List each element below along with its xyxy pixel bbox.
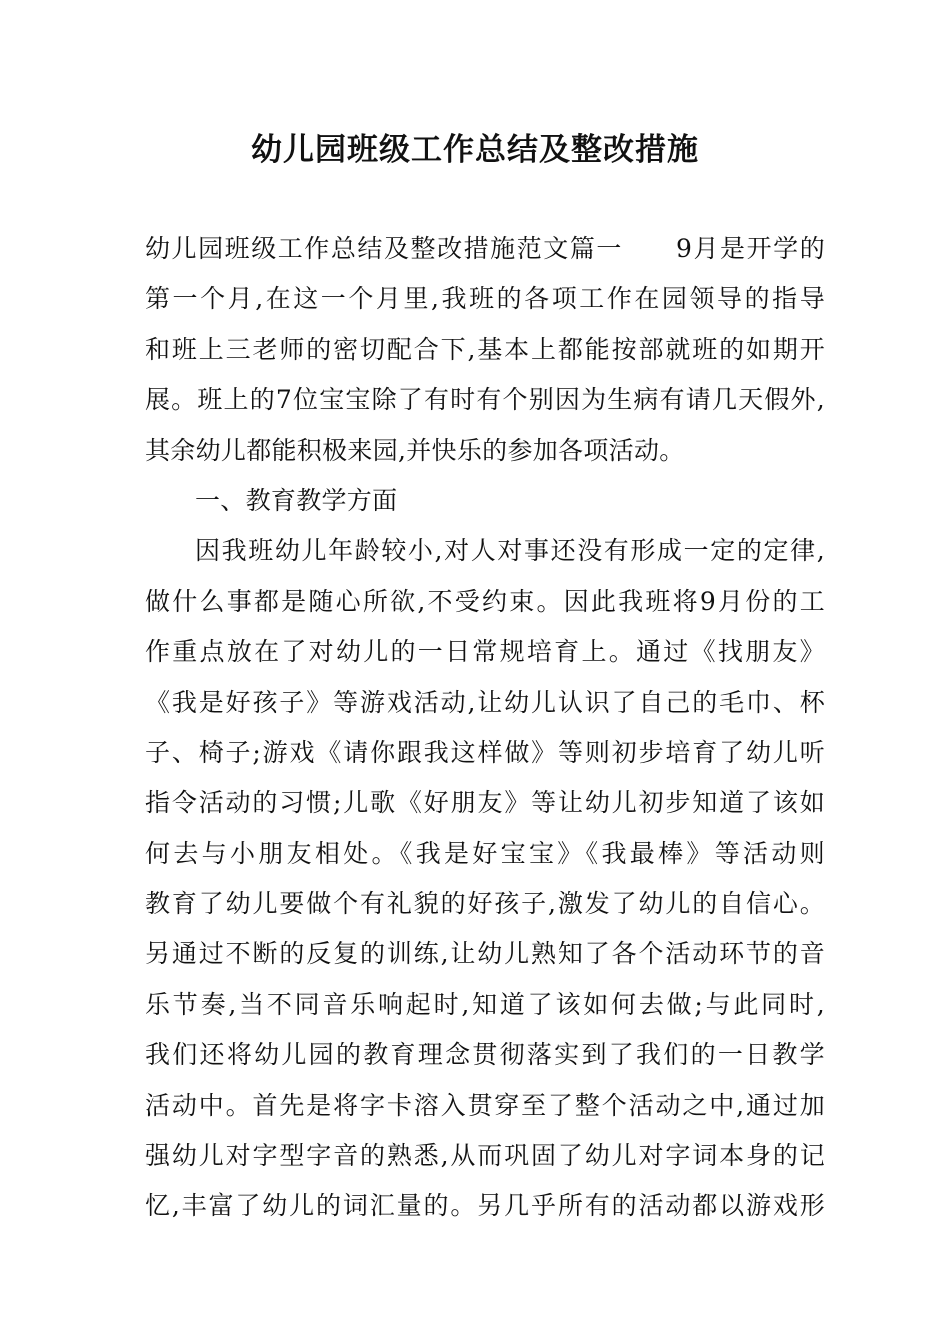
text-line: 我们还将幼儿园的教育理念贯彻落实到了我们的一日教学	[145, 1040, 825, 1070]
text-line: 强幼儿对字型字音的熟悉,从而巩固了幼儿对字词本身的记	[145, 1141, 825, 1171]
text-line: 因我班幼儿年龄较小,对人对事还没有形成一定的定律,	[195, 536, 825, 566]
text-line: 子、椅子;游戏《请你跟我这样做》等则初步培育了幼儿听	[145, 737, 825, 767]
text-line: 其余幼儿都能积极来园,并快乐的参加各项活动。	[145, 435, 685, 465]
text-line: 活动中。首先是将字卡溶入贯穿至了整个活动之中,通过加	[145, 1090, 825, 1120]
text-line: 乐节奏,当不同音乐响起时,知道了该如何去做;与此同时,	[145, 989, 825, 1019]
text-line: 教育了幼儿要做个有礼貌的好孩子,激发了幼儿的自信心。	[145, 889, 825, 919]
document-title: 幼儿园班级工作总结及整改措施	[251, 132, 699, 168]
text-line: 第一个月,在这一个月里,我班的各项工作在园领导的指导	[145, 284, 825, 314]
text-line: 幼儿园班级工作总结及整改措施范文篇一 9月是开学的	[145, 234, 825, 263]
text-line: 做什么事都是随心所欲,不受约束。因此我班将9月份的工	[145, 586, 825, 616]
text-line: 展。班上的7位宝宝除了有时有个别因为生病有请几天假外,	[145, 385, 825, 415]
text-line: 忆,丰富了幼儿的词汇量的。另几乎所有的活动都以游戏形	[145, 1191, 825, 1221]
document-body	[145, 224, 825, 1232]
text-line: 一、教育教学方面	[195, 485, 398, 515]
text-line: 《我是好孩子》等游戏活动,让幼儿认识了自己的毛巾、杯	[145, 687, 825, 717]
text-line: 另通过不断的反复的训练,让幼儿熟知了各个活动环节的音	[145, 939, 825, 969]
text-line: 和班上三老师的密切配合下,基本上都能按部就班的如期开	[145, 334, 825, 364]
text-line: 何去与小朋友相处。《我是好宝宝》《我最棒》等活动则	[145, 838, 825, 868]
text-line: 作重点放在了对幼儿的一日常规培育上。通过《找朋友》	[145, 637, 825, 667]
text-line: 指令活动的习惯;儿歌《好朋友》等让幼儿初步知道了该如	[145, 788, 825, 818]
